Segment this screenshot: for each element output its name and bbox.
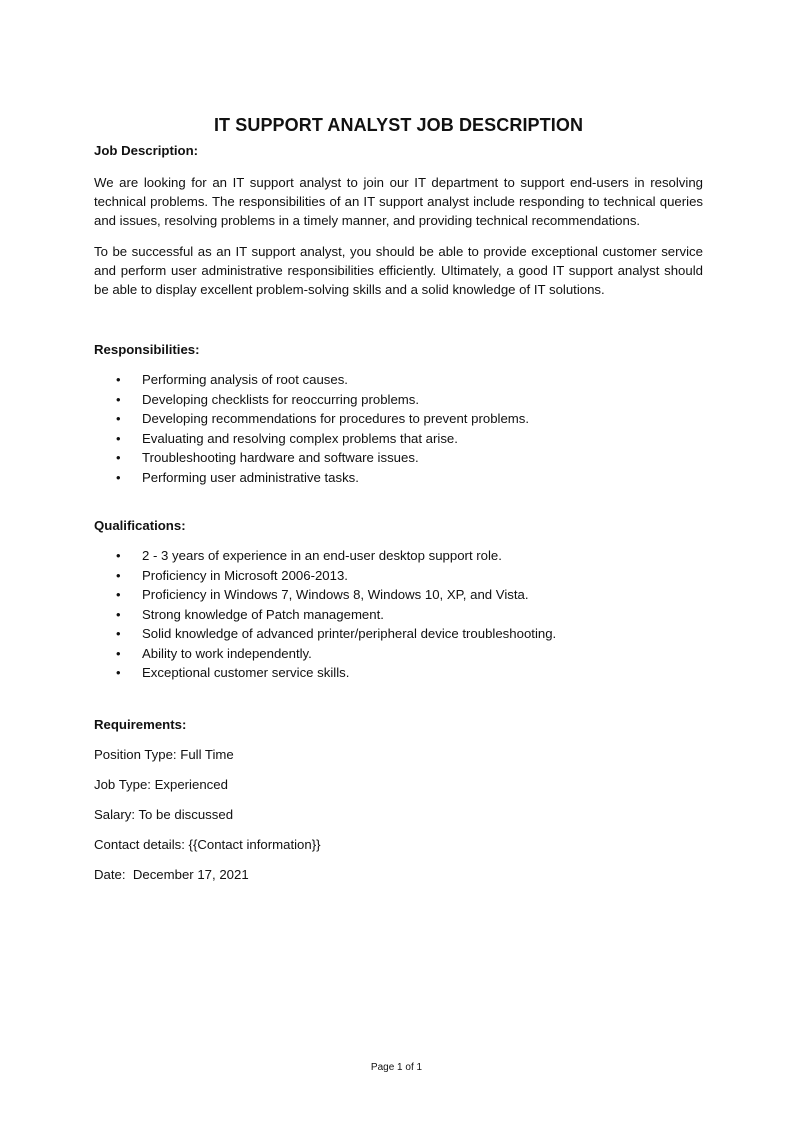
requirements-section [94, 715, 703, 884]
responsibility-text: Performing analysis of root causes. [142, 372, 348, 387]
job-description-section [94, 141, 703, 299]
bullet-icon: • [116, 606, 121, 622]
responsibility-text: Performing user administrative tasks. [142, 469, 359, 485]
bullet-icon: • [116, 372, 121, 387]
qualification-text: Ability to work independently. [142, 645, 312, 661]
document-title: IT SUPPORT ANALYST JOB DESCRIPTION [213, 115, 584, 135]
responsibility-text: Developing recommendations for procedures to prevent problems. [142, 411, 530, 426]
qualification-text: 2 - 3 years of experience in an end-user desktop support role. [142, 548, 502, 563]
job-type: Job Type: Experienced [94, 776, 228, 792]
requirements-heading: Requirements: [94, 716, 187, 732]
bullet-icon: • [116, 626, 121, 641]
job-description-paragraph-1: We are looking for an IT support analyst to join our IT department to support end-users in resolving technical problems. The responsibilities of an IT support analyst include responding to technical queries and issues, resolving problems in a timely manner, and providing technical recommendations. [94, 175, 703, 228]
list-item [94, 624, 703, 644]
qualifications-heading: Qualifications: [94, 518, 186, 533]
list-item [94, 468, 703, 488]
document-date: Date: December 17, 2021 [94, 866, 249, 882]
bullet-icon: • [116, 587, 121, 602]
responsibility-text: Evaluating and resolving complex problems that arise. [142, 430, 458, 446]
list-item [94, 390, 703, 410]
bullet-icon: • [116, 645, 121, 661]
qualifications-list [94, 546, 703, 683]
contact-details: Contact details: {{Contact information}} [94, 836, 321, 852]
bullet-icon: • [116, 411, 121, 426]
qualification-text: Proficiency in Windows 7, Windows 8, Windows 10, XP, and Vista. [142, 587, 529, 602]
bullet-icon: • [116, 567, 121, 583]
list-item [94, 448, 703, 468]
qualifications-section [94, 516, 703, 683]
qualification-text: Exceptional customer service skills. [142, 665, 350, 680]
page-number-footer: Page 1 of 1 [370, 1062, 423, 1073]
responsibility-text: Troubleshooting hardware and software issues. [142, 450, 419, 465]
bullet-icon: • [116, 665, 121, 680]
bullet-icon: • [116, 548, 121, 563]
position-type: Position Type: Full Time [94, 746, 234, 762]
job-description-paragraph-2: To be successful as an IT support analyst, you should be able to provide exceptional customer service and perform user administrative responsibilities efficiently. Ultimately, a good IT support analyst should be able to display excellent problem-solving skills and a solid knowledge of IT solutions. [94, 244, 703, 297]
responsibilities-heading: Responsibilities: [94, 342, 200, 357]
qualification-text: Proficiency in Microsoft 2006-2013. [142, 567, 348, 583]
job-description-heading: Job Description: [94, 143, 199, 158]
list-item [94, 429, 703, 449]
responsibilities-list [94, 370, 703, 487]
responsibilities-section [94, 340, 703, 487]
qualification-text: Solid knowledge of advanced printer/peripheral device troubleshooting. [142, 626, 557, 641]
list-item [94, 546, 703, 566]
list-item [94, 370, 703, 390]
list-item [94, 409, 703, 429]
list-item [94, 566, 703, 586]
bullet-icon: • [116, 469, 121, 485]
responsibility-text: Developing checklists for reoccurring problems. [142, 391, 420, 407]
bullet-icon: • [116, 391, 121, 407]
salary: Salary: To be discussed [94, 806, 234, 822]
list-item [94, 663, 703, 683]
list-item [94, 605, 703, 625]
list-item [94, 644, 703, 664]
bullet-icon: • [116, 430, 121, 446]
list-item [94, 585, 703, 605]
document-content [94, 113, 703, 884]
qualification-text: Strong knowledge of Patch management. [142, 606, 384, 622]
bullet-icon: • [116, 450, 121, 465]
